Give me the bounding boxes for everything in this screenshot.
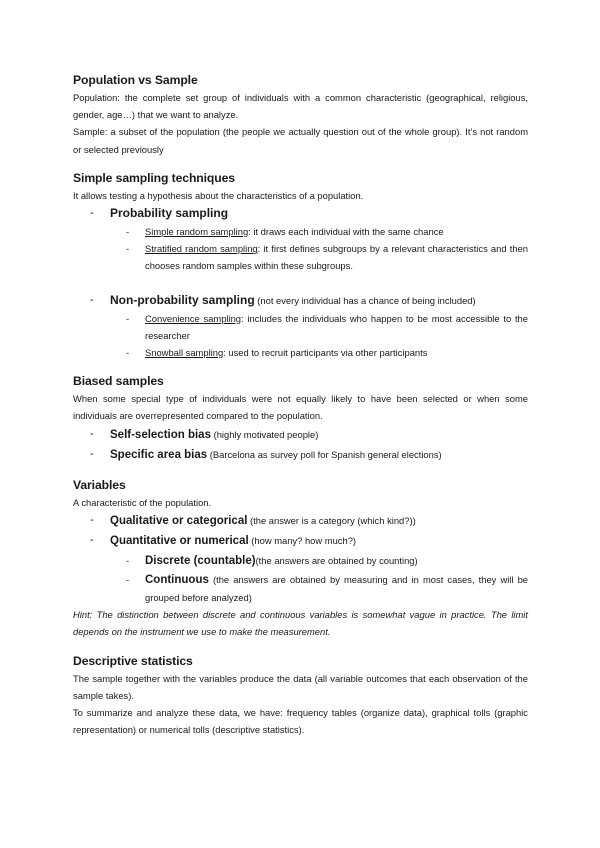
heading-descriptive-statistics: Descriptive statistics: [73, 653, 193, 668]
continuous-note: (the answers are obtained by measuring and in most cases, they will be grouped before analyzed): [145, 573, 528, 604]
convenience-item: [73, 310, 528, 344]
snowball-term: Snowball sampling: [145, 347, 224, 359]
continuous-label: Continuous: [145, 573, 209, 586]
simple-random-text: : it draws each individual with the same chance: [248, 226, 444, 238]
quantitative-note: (how many? how much?): [248, 534, 357, 546]
spacer: [73, 275, 528, 291]
snowball-text: : used to recruit participants via other participants: [223, 347, 428, 359]
qualitative-item: [73, 511, 528, 531]
section-sampling-techniques: [73, 170, 528, 361]
discrete-label: Discrete (countable): [145, 554, 256, 567]
probability-sampling-item: [73, 204, 528, 223]
convenience-term: Convenience sampling: [145, 312, 242, 324]
document-page: [73, 72, 528, 738]
heading-variables: Variables: [73, 477, 126, 492]
simple-random-item: [73, 223, 528, 240]
variables-hint: Hint: The distinction between discrete and continuous variables is somewhat vague in practice. The limit depends on the instrument we use to make the measurement.: [73, 609, 528, 638]
population-definition: Population: the complete set group of individuals with a common characteristic (geographical, religious, gender, age…) that we want to analyze.: [73, 92, 528, 121]
biased-intro: When some special type of individuals were not equally likely to have been selected or when some individuals are overrepresented compared to the population.: [73, 393, 528, 422]
variables-list: [73, 511, 528, 606]
self-selection-note: (highly motivated people): [210, 428, 319, 440]
nonprob-sampling-note: (not every individual has a chance of being included): [254, 294, 476, 306]
specific-area-label: Specific area bias: [110, 448, 208, 461]
section-variables: [73, 477, 528, 641]
probability-sampling-label: Probability sampling: [110, 206, 229, 221]
snowball-item: [73, 344, 528, 361]
nonprob-sampling-label: Non-probability sampling: [110, 292, 255, 307]
heading-sampling-techniques: Simple sampling techniques: [73, 170, 235, 185]
specific-area-item: [73, 445, 528, 465]
heading-biased-samples: Biased samples: [73, 374, 164, 389]
sampling-intro: It allows testing a hypothesis about the characteristics of a population.: [73, 189, 364, 201]
stratified-random-item: [73, 240, 528, 274]
quantitative-item: [73, 531, 528, 551]
sampling-list: [73, 204, 528, 275]
stratified-random-text: : it first defines subgroups by a relevant characteristics and then chooses random samples within these subgroups.: [145, 243, 528, 272]
section-population-vs-sample: [73, 72, 528, 158]
bias-list: [73, 425, 528, 465]
convenience-text: : includes the individuals who happen to be most accessible to the researcher: [145, 312, 528, 341]
section-biased-samples: [73, 373, 528, 464]
section-descriptive-statistics: [73, 653, 528, 739]
stratified-random-term: Stratified random sampling: [145, 243, 258, 255]
specific-area-note: (Barcelona as survey poll for Spanish general elections): [207, 448, 442, 460]
variables-intro: A characteristic of the population.: [73, 496, 212, 508]
self-selection-item: [73, 425, 528, 445]
simple-random-term: Simple random sampling: [145, 226, 249, 238]
qualitative-label: Qualitative or categorical: [110, 514, 248, 527]
self-selection-label: Self-selection bias: [110, 428, 211, 441]
heading-population-vs-sample: Population vs Sample: [73, 73, 198, 87]
descriptive-p1: The sample together with the variables produce the data (all variable outcomes that each observation of the sample takes).: [73, 672, 528, 701]
discrete-note: (the answers are obtained by counting): [255, 554, 418, 566]
qualitative-note: (the answer is a category (which kind?)): [247, 514, 416, 526]
sample-definition: Sample: a subset of the population (the people we actually question out of the whole group). It’s not random or selected previously: [73, 126, 528, 155]
nonprob-sampling-item: [73, 291, 528, 310]
discrete-item: [73, 551, 528, 571]
nonprob-list: [73, 291, 528, 362]
continuous-item: [73, 571, 528, 606]
quantitative-label: Quantitative or numerical: [110, 534, 249, 547]
descriptive-p2: To summarize and analyze these data, we have: frequency tables (organize data), graphical tolls (graphic representation) or numerical tolls (descriptive statistics).: [73, 707, 528, 736]
